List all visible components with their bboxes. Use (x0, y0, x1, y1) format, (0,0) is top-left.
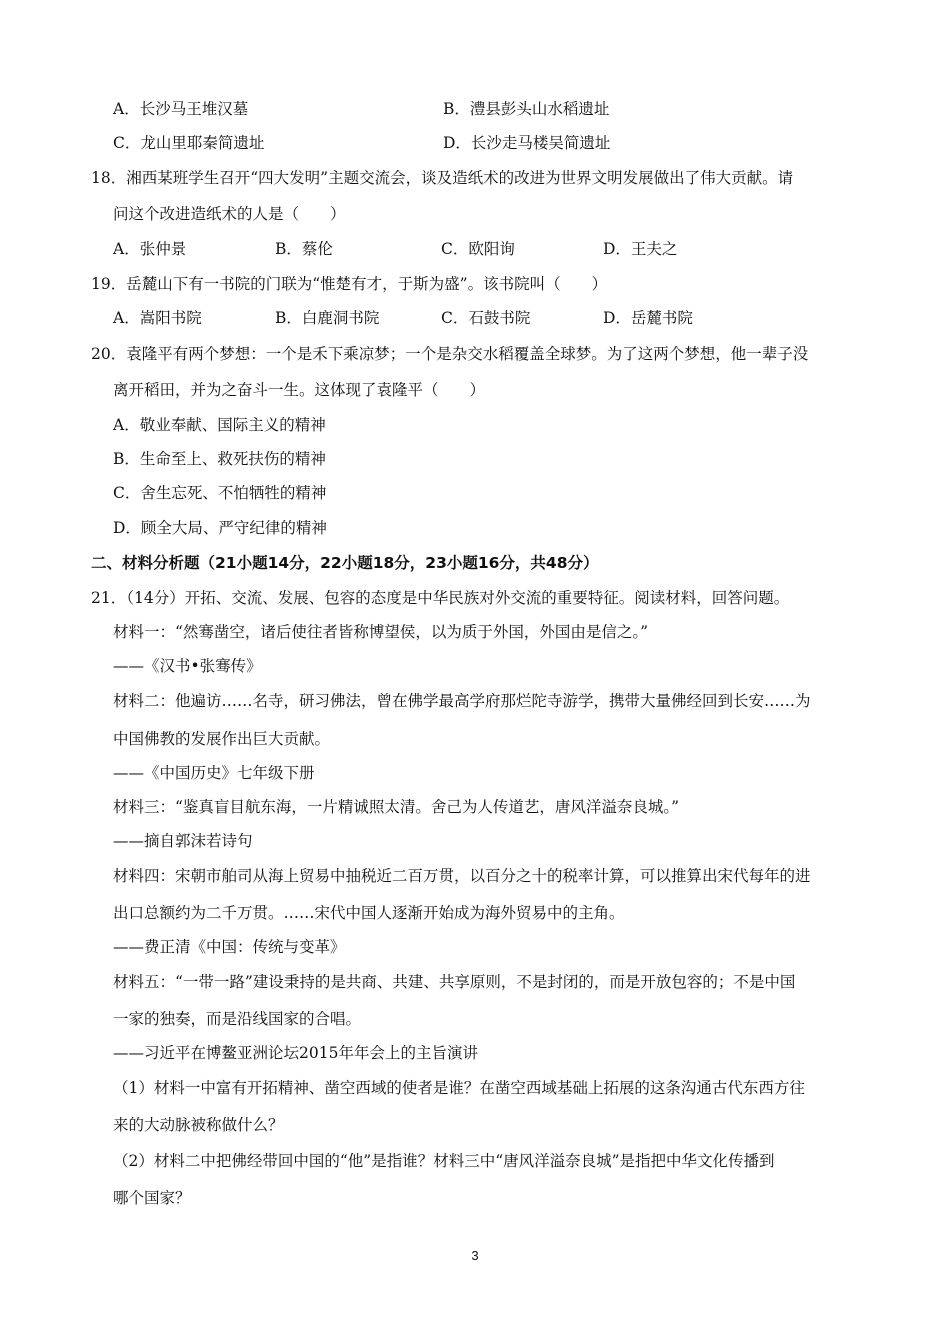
q19-option-d: D．岳麓书院 (603, 309, 693, 327)
material-2-line2: 中国佛教的发展作出巨大贡献。 (113, 730, 331, 748)
q19-option-c: C．石鼓书院 (441, 309, 531, 327)
q20-stem-line2: 离开稻田，并为之奋斗一生。这体现了袁隆平（ ） (113, 381, 486, 399)
q17-option-b: B．澧县彭头山水稻遗址 (443, 100, 610, 118)
sub-question-2-line2: 哪个国家？ (113, 1189, 191, 1207)
q18-stem-line1: 18．湘西某班学生召开“四大发明”主题交流会，谈及造纸术的改进为世界文明发展做出了伟大贡献。请 (91, 169, 794, 187)
material-5-line2: 一家的独奏，而是沿线国家的合唱。 (113, 1010, 362, 1028)
material-4-source: ——费正清《中国：传统与变革》 (113, 938, 346, 956)
q19-stem: 19．岳麓山下有一书院的门联为“惟楚有才，于斯为盛”。该书院叫（ ） (91, 275, 608, 293)
q20-option-a: A．敬业奉献、国际主义的精神 (113, 416, 326, 434)
q18-option-a: A．张仲景 (113, 240, 187, 258)
q21-intro: 21．（14分）开拓、交流、发展、包容的态度是中华民族对外交流的重要特征。阅读材料，回答问题。 (91, 589, 790, 607)
sub-question-1-line1: （1）材料一中富有开拓精神、凿空西域的使者是谁？在凿空西域基础上拓展的这条沟通古代东西方往 (113, 1079, 805, 1097)
page-number: 3 (471, 1248, 479, 1263)
material-5-source: ——习近平在博鳌亚洲论坛2015年年会上的主旨演讲 (113, 1044, 478, 1062)
sub-question-2-line1: （2）材料二中把佛经带回中国的“他”是指谁？材料三中“唐风洋溢奈良城”是指把中华文化传播到 (113, 1152, 775, 1170)
q19-option-a: A．嵩阳书院 (113, 309, 202, 327)
material-3-source: ——摘自郭沫若诗句 (113, 832, 253, 850)
q18-option-d: D．王夫之 (603, 240, 678, 258)
material-2-source: ——《中国历史》七年级下册 (113, 764, 315, 782)
q18-stem-line2: 问这个改进造纸术的人是（ ） (113, 205, 346, 223)
q18-option-c: C．欧阳询 (441, 240, 515, 258)
material-4-line2: 出口总额约为二千万贯。……宋代中国人逐渐开始成为海外贸易中的主角。 (113, 904, 625, 922)
material-3-text: 材料三：“鉴真盲目航东海，一片精诚照太清。舍己为人传道艺，唐风洋溢奈良城。” (113, 798, 680, 816)
material-5-line1: 材料五：“一带一路”建设秉持的是共商、共建、共享原则，不是封闭的，而是开放包容的；不是中国 (113, 973, 796, 991)
q20-stem-line1: 20．袁隆平有两个梦想：一个是禾下乘凉梦；一个是杂交水稻覆盖全球梦。为了这两个梦想，他一辈子没 (91, 345, 809, 363)
material-2-line1: 材料二：他遍访……名寺，研习佛法，曾在佛学最高学府那烂陀寺游学，携带大量佛经回到长安……为 (113, 692, 811, 710)
q17-option-c: C．龙山里耶秦简遗址 (113, 134, 265, 152)
section-heading: 二、材料分析题（21小题14分，22小题18分，23小题16分，共48分） (91, 554, 599, 572)
q20-option-b: B．生命至上、救死扶伤的精神 (113, 450, 326, 468)
q20-option-c: C．舍生忘死、不怕牺牲的精神 (113, 484, 327, 502)
q18-option-b: B．蔡伦 (275, 240, 333, 258)
q17-option-d: D．长沙走马楼吴简遗址 (443, 134, 611, 152)
sub-question-1-line2: 来的大动脉被称做什么？ (113, 1116, 284, 1134)
material-1-source: ——《汉书•张骞传》 (113, 657, 262, 675)
material-1-text: 材料一：“然骞凿空，诸后使往者皆称博望侯，以为质于外国，外国由是信之。” (113, 623, 649, 641)
q17-option-a: A．长沙马王堆汉墓 (113, 100, 249, 118)
q19-option-b: B．白鹿洞书院 (275, 309, 380, 327)
material-4-line1: 材料四：宋朝市舶司从海上贸易中抽税近二百万贯，以百分之十的税率计算，可以推算出宋代每年的进 (113, 867, 811, 885)
q20-option-d: D．顾全大局、严守纪律的精神 (113, 519, 327, 537)
